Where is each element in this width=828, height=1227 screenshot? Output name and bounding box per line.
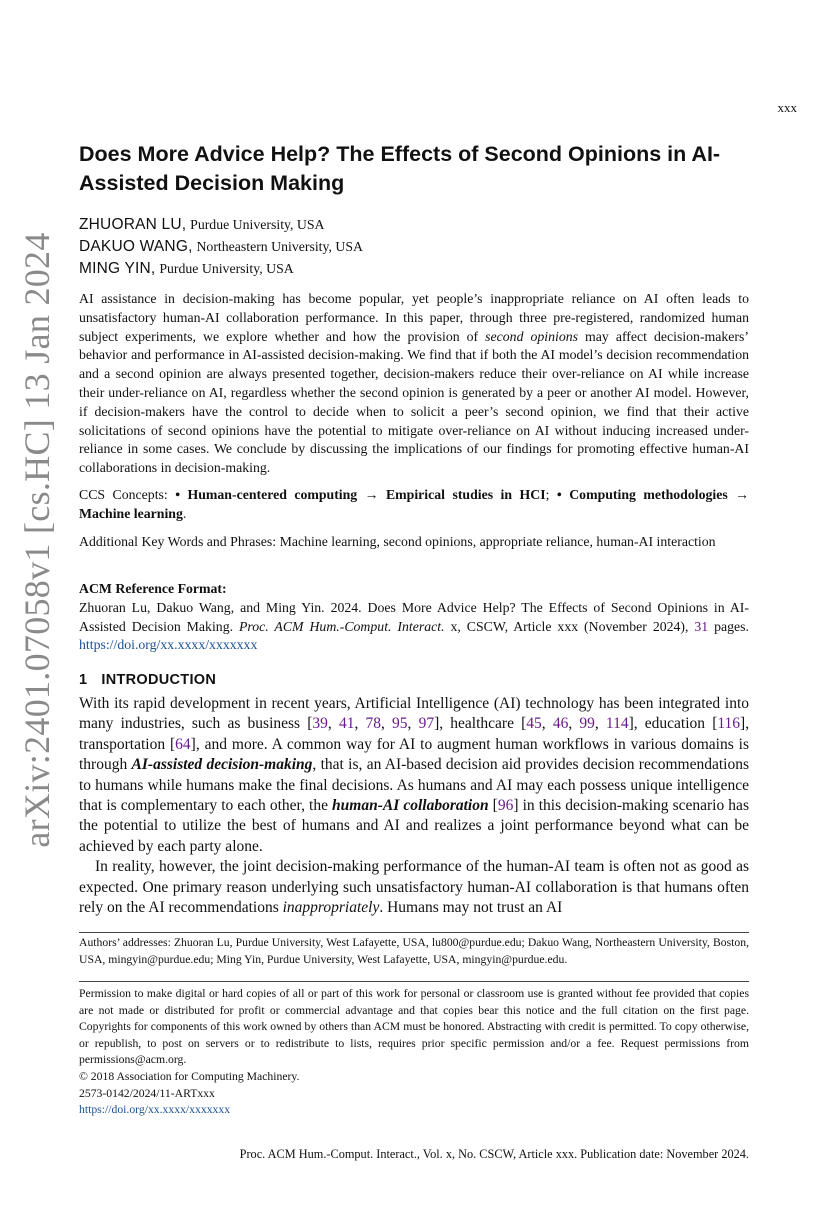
- paragraph-text: In reality, however, the joint decision-making performance of the human-AI team is often not as good as expected. One primary reason underlying such unsatisfactory human-AI collaboration is that humans often rely on the AI recommendations: [79, 858, 749, 917]
- section-title: INTRODUCTION: [101, 672, 217, 688]
- abstract: [79, 290, 749, 478]
- citation-link[interactable]: 114: [605, 715, 629, 733]
- doi-link[interactable]: https://doi.org/xx.xxxx/xxxxxxx: [79, 637, 258, 653]
- emphasis-term: AI-assisted decision-making: [131, 756, 313, 774]
- author-list: [79, 214, 779, 280]
- acm-reference-text: x, CSCW, Article xxx (November 2024),: [444, 618, 695, 634]
- acm-reference-text: Zhuoran Lu, Dakuo Wang, and Ming Yin. 2024. Does More Advice Help? The Effects of Second Opinions in AI-Assisted Decision Making.: [79, 599, 749, 634]
- author-entry: [79, 258, 779, 280]
- arxiv-identifier: arXiv:2401.07058v1 [cs.HC] 13 Jan 2024: [17, 232, 57, 848]
- page-footer: Proc. ACM Hum.-Comput. Interact., Vol. x, No. CSCW, Article xxx. Publication date: November 2024.: [239, 1147, 749, 1161]
- author-affiliation: Northeastern University, USA: [196, 239, 364, 254]
- acm-reference-format: [79, 580, 749, 655]
- permission-divider: [79, 981, 749, 982]
- citation-link[interactable]: 41: [338, 715, 355, 733]
- citation-link[interactable]: 95: [392, 715, 408, 733]
- ccs-concept: • Human-centered computing: [175, 487, 358, 502]
- paragraph-text: ] in this decision-making scenario has the potential to utilize the best of humans and AI and realizes a joint performance beyond what can be achieved by each party alone.: [79, 797, 749, 855]
- paragraph: With its rapid development in recent years, Artificial Intelligence (AI) technology has been integrated into many industries, such as business [39, 41, 78, 95, 97], healthcare [45, 46, 99, 114], education [116], transportation [64], and more. A common way for AI to augment human workflows in various domains is through AI-assisted decision-making, that is, an AI-based decision aid provides decision recommendations to humans while humans make the final decisions. As humans and AI may each possess unique intelligence that is complementary to each other, the human-AI collaboration [96] in this decision-making scenario has the potential to utilize the best of humans and AI and realizes a joint performance beyond what can be achieved by each party alone.: [79, 695, 750, 855]
- citation-link[interactable]: 99: [579, 715, 595, 733]
- footnote-divider: [79, 932, 749, 933]
- paragraph: [79, 857, 749, 918]
- emphasis-term: inappropriately: [282, 899, 380, 917]
- citation-link[interactable]: 78: [365, 715, 381, 733]
- author-name: ZHUORAN LU,: [79, 216, 187, 233]
- paragraph-text: ], transportation [: [79, 715, 750, 753]
- ccs-arrow: →: [735, 487, 749, 502]
- introduction-body: [79, 694, 749, 918]
- citation-link[interactable]: 64: [175, 735, 191, 753]
- author-affiliation: Purdue University, USA: [190, 217, 325, 232]
- ccs-concept: Machine learning: [79, 505, 183, 521]
- ccs-arrow: →: [357, 487, 386, 502]
- issn-line: 2573-0142/2024/11-ARTxxx: [79, 1086, 215, 1100]
- citation-link[interactable]: 45: [526, 715, 542, 733]
- abstract-emphasis: second opinions: [485, 328, 579, 344]
- section-number: 1: [79, 672, 88, 688]
- paragraph-text: ], healthcare [: [434, 715, 527, 733]
- ccs-label: CCS Concepts:: [79, 487, 176, 502]
- paragraph-text: With its rapid development in recent years, Artificial Intelligence (AI) technology has been integrated into many industries, such as business [: [79, 695, 749, 733]
- paragraph-text: , that is, an AI-based decision aid provides decision recommendations to humans while humans make the final decisions. As humans and AI may each possess unique intelligence that is complementary to each other, the: [79, 756, 749, 815]
- section-heading: [79, 672, 216, 688]
- permission-block: [79, 986, 749, 1119]
- running-head: xxx: [777, 100, 797, 115]
- ccs-concept: Empirical studies in HCI: [385, 487, 546, 502]
- citation-link[interactable]: 116: [717, 715, 741, 733]
- keywords: Additional Key Words and Phrases: Machine learning, second opinions, appropriate reliance, human-AI interaction: [79, 534, 716, 549]
- citation-link[interactable]: 46: [552, 715, 569, 733]
- author-entry: [79, 236, 779, 258]
- citation-link[interactable]: 39: [312, 715, 328, 733]
- paragraph-text: [: [488, 797, 498, 815]
- page-count-link[interactable]: 31: [694, 618, 709, 634]
- paragraph-text: ], education [: [628, 715, 718, 733]
- acm-reference-text: pages.: [708, 618, 749, 634]
- citation-link[interactable]: 96: [497, 797, 514, 815]
- emphasis-term: human-AI collaboration: [332, 797, 489, 815]
- arxiv-sidebar-stamp: [12, 232, 62, 848]
- author-name: MING YIN,: [79, 260, 156, 277]
- ccs-concept: • Computing methodologies: [556, 487, 728, 502]
- paragraph-text: . Humans may not trust an AI: [379, 899, 563, 917]
- abstract-text: may affect decision-makers’ behavior and performance in AI-assisted decision-making. We find that if both the AI model’s decision recommendation and a second opinion are always presented together, decision-makers reduce their over-reliance on AI while increase their under-reliance on AI, regardless whether the second opinion is generated by a peer or another AI model. However, if decision-makers have the control to decide when to solicit a peer’s second opinion, we find that their active solicitations of second opinions have the potential to mitigate over-reliance on AI without inducing increased under-reliance in some cases. We conclude by discussing the implications of our findings for promoting effective human-AI collaborations in decision-making.: [79, 328, 749, 476]
- author-addresses: Authors’ addresses: Zhuoran Lu, Purdue University, West Lafayette, USA, lu800@purdue.edu; Dakuo Wang, Northeastern University, Boston, USA, mingyin@purdue.edu; Ming Yin, Purdue University, West Lafayette, USA, mingyin@purdue.edu.: [79, 936, 749, 966]
- abstract-text: AI assistance in decision-making has become popular, yet people’s inappropriate reliance on AI often leads to unsatisfactory human-AI collaboration performance. In this paper, through three pre-registered, randomized human subject experiments, we explore whether and how the provision of: [79, 291, 749, 344]
- acm-reference-journal: Proc. ACM Hum.-Comput. Interact.: [238, 618, 445, 634]
- doi-footer-link[interactable]: https://doi.org/xx.xxxx/xxxxxxx: [79, 1103, 231, 1117]
- permission-text: Permission to make digital or hard copies of all or part of this work for personal or classroom use is granted without fee provided that copies are not made or distributed for profit or commercial advantage and that copies bear this notice and the full citation on the first page. Copyrights for components of this work owned by others than ACM must be honored. Abstracting with credit is permitted. To copy otherwise, or republish, to post on servers or to redistribute to lists, requires prior specific permission and/or a fee. Request permissions from permissions@acm.org.: [79, 987, 749, 1067]
- citation-link[interactable]: 97: [418, 715, 435, 733]
- copyright-line: © 2018 Association for Computing Machinery.: [79, 1069, 300, 1083]
- author-name: DAKUO WANG,: [79, 238, 193, 255]
- acm-reference-heading: ACM Reference Format:: [79, 581, 227, 596]
- paper-title: Does More Advice Help? The Effects of Second Opinions in AI-Assisted Decision Making: [79, 142, 721, 195]
- ccs-separator: ;: [545, 487, 557, 502]
- ccs-concepts: [79, 486, 749, 524]
- ccs-end: .: [182, 505, 187, 521]
- paragraph-text: ], and more. A common way for AI to augment human workflows in various domains is through: [79, 735, 749, 774]
- author-entry: [79, 214, 779, 236]
- author-affiliation: Purdue University, USA: [159, 261, 294, 276]
